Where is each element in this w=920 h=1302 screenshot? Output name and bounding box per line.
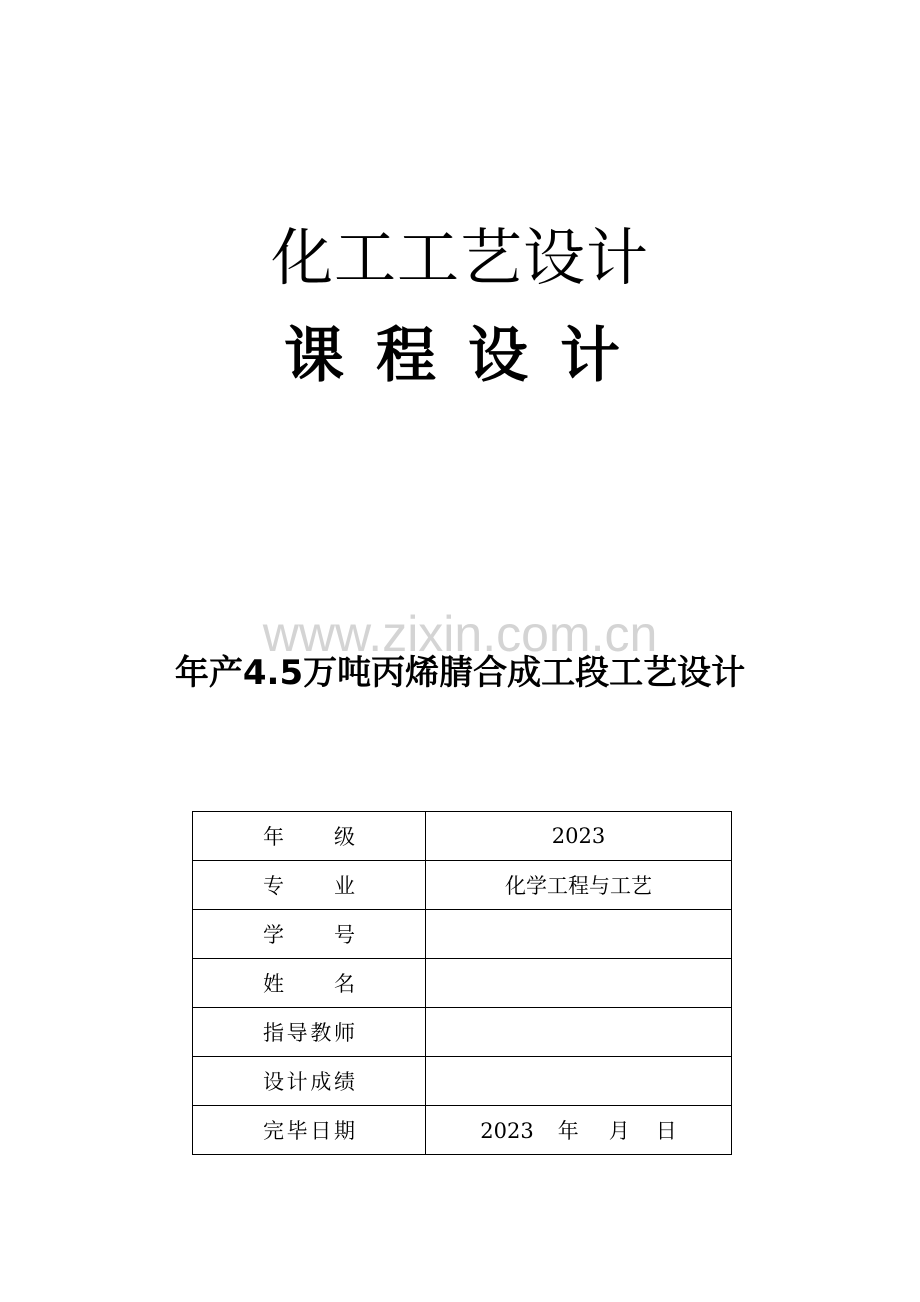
info-table (192, 811, 732, 1155)
row-label: 姓名 (263, 972, 355, 996)
row-value: 化学工程与工艺 (426, 861, 732, 910)
row-label: 学号 (263, 923, 355, 947)
row-value (426, 959, 732, 1008)
row-label: 指导教师 (263, 1021, 355, 1045)
table-row (193, 1057, 732, 1106)
row-label: 设计成绩 (263, 1070, 355, 1094)
row-label-cell (193, 1106, 426, 1155)
project-title: 年产4.5万吨丙烯腈合成工段工艺设计 (174, 653, 746, 693)
table-row (193, 1106, 732, 1155)
table-row (193, 861, 732, 910)
row-label: 年级 (263, 825, 355, 849)
table-row (193, 910, 732, 959)
row-value (426, 1057, 732, 1106)
row-label-cell (193, 1008, 426, 1057)
row-label-cell (193, 861, 426, 910)
document-title: 化工工艺设计 (270, 221, 649, 294)
row-value (426, 1008, 732, 1057)
row-label-cell (193, 1057, 426, 1106)
date-day-unit: 日 (655, 1119, 677, 1143)
row-label: 专业 (263, 874, 355, 898)
row-label: 完毕日期 (263, 1119, 355, 1143)
table-row (193, 812, 732, 861)
completion-date-value (426, 1106, 732, 1155)
row-label-cell (193, 959, 426, 1008)
date-month-unit: 月 (608, 1119, 630, 1143)
watermark: www.zixin.com.cn (262, 606, 658, 662)
table-row (193, 959, 732, 1008)
date-year: 2023 (480, 1119, 534, 1143)
row-value (426, 910, 732, 959)
date-year-unit: 年 (557, 1119, 579, 1143)
row-value: 2023 (426, 812, 732, 861)
document-subtitle: 课程设计 (284, 321, 652, 391)
table-row (193, 1008, 732, 1057)
row-label-cell (193, 812, 426, 861)
row-label-cell (193, 910, 426, 959)
